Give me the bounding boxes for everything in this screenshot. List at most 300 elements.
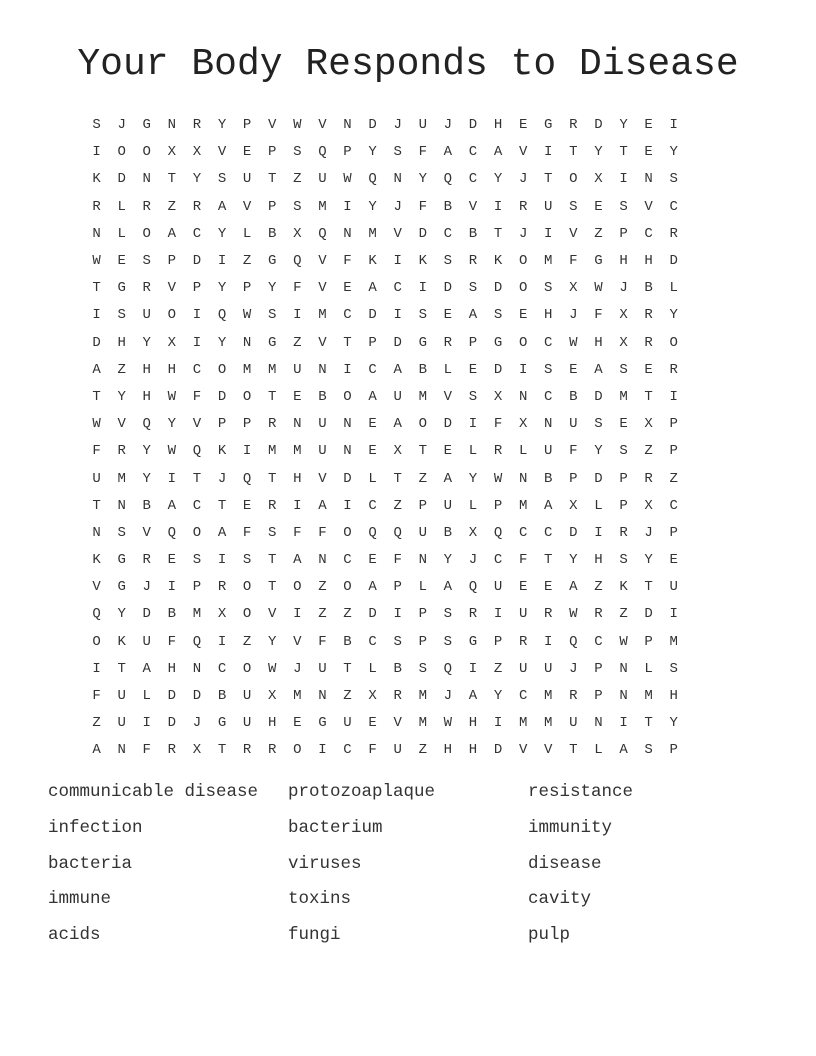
grid-letter: A [443, 579, 453, 596]
grid-letter: D [418, 225, 427, 242]
grid-letter: Y [418, 171, 427, 188]
grid-row [84, 330, 732, 357]
grid-letter: E [518, 579, 528, 596]
grid-letter: X [293, 225, 302, 242]
grid-letter: F [393, 552, 402, 569]
grid-letter: H [443, 742, 453, 759]
grid-letter: R [468, 253, 478, 270]
grid-letter: Z [318, 606, 327, 623]
grid-letter: B [443, 198, 453, 215]
grid-letter: X [619, 334, 628, 351]
grid-letter: V [242, 198, 252, 215]
grid-letter: B [343, 633, 352, 650]
grid-letter: C [368, 633, 377, 650]
grid-letter: Z [242, 633, 252, 650]
grid-letter: A [318, 497, 327, 514]
grid-letter: C [518, 688, 528, 705]
grid-letter: I [468, 416, 478, 433]
grid-letter: Z [669, 470, 678, 487]
letter-grid [84, 112, 732, 765]
grid-letter: C [493, 552, 503, 569]
grid-letter: W [594, 280, 603, 297]
grid-letter: N [343, 443, 352, 460]
grid-letter: C [192, 361, 202, 378]
grid-letter: V [518, 144, 528, 161]
grid-letter: J [518, 225, 528, 242]
grid-row [84, 248, 732, 275]
grid-letter: D [669, 253, 678, 270]
grid-letter: V [142, 524, 151, 541]
grid-letter: B [318, 388, 327, 405]
grid-letter: S [544, 361, 553, 378]
grid-letter: V [544, 742, 553, 759]
grid-letter: Z [418, 470, 427, 487]
grid-letter: U [493, 579, 503, 596]
grid-letter: R [493, 443, 503, 460]
grid-letter: X [518, 416, 528, 433]
grid-letter: K [92, 171, 101, 188]
grid-letter: Y [142, 334, 151, 351]
grid-letter: A [468, 307, 478, 324]
grid-letter: I [242, 443, 252, 460]
grid-letter: A [594, 361, 603, 378]
grid-letter: N [393, 171, 402, 188]
grid-letter: O [343, 388, 352, 405]
grid-letter: C [368, 497, 377, 514]
grid-letter: W [167, 388, 177, 405]
grid-letter: M [544, 688, 553, 705]
grid-letter: R [117, 443, 126, 460]
grid-letter: P [669, 416, 678, 433]
grid-letter: S [192, 552, 202, 569]
grid-letter: A [368, 579, 377, 596]
grid-letter: P [393, 579, 402, 596]
grid-letter: L [142, 688, 151, 705]
grid-letter: D [368, 606, 377, 623]
grid-letter: O [293, 742, 302, 759]
word-list-item: viruses [288, 853, 362, 874]
grid-letter: L [368, 660, 377, 677]
grid-letter: P [192, 280, 202, 297]
grid-letter: N [644, 171, 653, 188]
grid-letter: P [594, 660, 603, 677]
grid-letter: U [318, 171, 327, 188]
word-list-item: protozoaplaque [288, 782, 436, 802]
grid-letter: I [468, 660, 478, 677]
grid-letter: E [544, 579, 553, 596]
grid-letter: H [468, 715, 478, 732]
grid-letter: C [443, 225, 453, 242]
grid-letter: Z [594, 225, 603, 242]
grid-letter: I [293, 606, 302, 623]
grid-letter: T [619, 144, 628, 161]
grid-letter: X [619, 307, 628, 324]
grid-letter: V [644, 198, 653, 215]
grid-letter: U [669, 579, 678, 596]
grid-letter: H [293, 470, 302, 487]
grid-letter: U [544, 443, 553, 460]
grid-letter: F [569, 443, 578, 460]
grid-letter: F [594, 307, 603, 324]
grid-letter: V [468, 198, 478, 215]
grid-letter: O [92, 633, 101, 650]
grid-letter: E [644, 361, 653, 378]
grid-letter: I [92, 307, 101, 324]
grid-letter: P [192, 579, 202, 596]
grid-letter: P [268, 144, 277, 161]
grid-letter: D [92, 334, 101, 351]
grid-letter: E [368, 416, 377, 433]
grid-letter: Y [619, 117, 628, 134]
grid-letter: E [117, 253, 126, 270]
grid-letter: N [117, 497, 126, 514]
grid-letter: U [293, 361, 302, 378]
grid-letter: A [217, 198, 227, 215]
grid-letter: T [343, 660, 352, 677]
grid-letter: D [192, 688, 202, 705]
grid-letter: V [268, 117, 277, 134]
grid-letter: X [493, 388, 503, 405]
grid-letter: B [268, 225, 277, 242]
grid-letter: M [518, 715, 528, 732]
grid-row [84, 166, 732, 193]
grid-letter: R [669, 225, 678, 242]
grid-letter: O [242, 660, 252, 677]
grid-letter: H [594, 334, 603, 351]
grid-letter: L [518, 443, 528, 460]
grid-letter: C [669, 497, 678, 514]
grid-letter: S [293, 198, 302, 215]
grid-letter: X [268, 688, 277, 705]
grid-letter: E [242, 497, 252, 514]
grid-letter: C [468, 171, 478, 188]
grid-letter: K [619, 579, 628, 596]
grid-letter: D [443, 280, 453, 297]
grid-letter: I [343, 198, 352, 215]
grid-letter: P [242, 416, 252, 433]
grid-letter: L [418, 579, 427, 596]
grid-letter: Z [293, 334, 302, 351]
grid-letter: E [644, 117, 653, 134]
grid-letter: I [217, 633, 227, 650]
grid-letter: D [393, 334, 402, 351]
grid-letter: O [343, 524, 352, 541]
grid-letter: H [493, 117, 503, 134]
grid-letter: O [669, 334, 678, 351]
grid-letter: O [142, 225, 151, 242]
grid-letter: G [594, 253, 603, 270]
grid-letter: D [468, 117, 478, 134]
grid-letter: G [544, 117, 553, 134]
grid-letter: N [117, 742, 126, 759]
grid-letter: A [368, 280, 377, 297]
page-title: Your Body Responds to Disease [77, 43, 739, 86]
grid-letter: S [619, 443, 628, 460]
grid-letter: X [393, 443, 402, 460]
grid-letter: O [242, 579, 252, 596]
grid-letter: Y [368, 198, 377, 215]
grid-row [84, 710, 732, 737]
grid-letter: V [92, 579, 101, 596]
grid-letter: V [268, 606, 277, 623]
grid-letter: F [92, 688, 101, 705]
grid-letter: Y [368, 144, 377, 161]
grid-letter: F [167, 633, 177, 650]
grid-letter: D [142, 606, 151, 623]
grid-letter: I [418, 280, 427, 297]
grid-letter: E [669, 552, 678, 569]
grid-letter: Z [293, 171, 302, 188]
grid-letter: F [293, 280, 302, 297]
grid-letter: X [167, 334, 177, 351]
grid-letter: P [569, 470, 578, 487]
grid-letter: I [318, 742, 327, 759]
grid-letter: R [644, 470, 653, 487]
grid-letter: E [368, 443, 377, 460]
grid-row [84, 574, 732, 601]
grid-letter: C [544, 524, 553, 541]
grid-letter: R [393, 688, 402, 705]
grid-letter: N [518, 388, 528, 405]
grid-letter: R [268, 416, 277, 433]
grid-letter: S [142, 253, 151, 270]
grid-letter: D [569, 524, 578, 541]
grid-letter: Y [268, 633, 277, 650]
grid-letter: A [569, 579, 578, 596]
grid-letter: U [242, 171, 252, 188]
grid-letter: M [544, 253, 553, 270]
grid-letter: O [343, 579, 352, 596]
grid-row [84, 221, 732, 248]
grid-letter: R [443, 334, 453, 351]
grid-letter: P [217, 416, 227, 433]
word-list-item: disease [528, 853, 602, 874]
grid-letter: S [468, 280, 478, 297]
grid-letter: M [192, 606, 202, 623]
grid-letter: Z [644, 443, 653, 460]
grid-letter: M [293, 688, 302, 705]
grid-letter: N [518, 470, 528, 487]
grid-letter: U [142, 307, 151, 324]
grid-letter: Y [217, 117, 227, 134]
grid-letter: U [318, 416, 327, 433]
grid-letter: F [293, 524, 302, 541]
grid-letter: J [443, 688, 453, 705]
grid-letter: B [393, 660, 402, 677]
grid-letter: L [468, 443, 478, 460]
grid-letter: X [217, 606, 227, 623]
grid-letter: M [268, 443, 277, 460]
grid-letter: U [518, 660, 528, 677]
word-list-item: bacteria [48, 853, 133, 874]
grid-letter: C [368, 361, 377, 378]
grid-letter: G [217, 715, 227, 732]
grid-letter: F [343, 253, 352, 270]
grid-letter: P [167, 253, 177, 270]
grid-letter: S [544, 280, 553, 297]
grid-letter: U [242, 688, 252, 705]
grid-row [84, 465, 732, 492]
grid-letter: S [92, 117, 101, 134]
grid-letter: W [343, 171, 352, 188]
grid-letter: W [569, 334, 578, 351]
grid-letter: R [644, 334, 653, 351]
grid-letter: J [443, 117, 453, 134]
grid-letter: U [318, 660, 327, 677]
grid-letter: I [293, 497, 302, 514]
grid-letter: Q [443, 660, 453, 677]
grid-letter: S [418, 307, 427, 324]
grid-letter: B [167, 606, 177, 623]
grid-letter: E [443, 443, 453, 460]
grid-letter: H [167, 361, 177, 378]
grid-letter: P [242, 280, 252, 297]
grid-letter: C [343, 307, 352, 324]
grid-letter: D [493, 361, 503, 378]
grid-letter: L [117, 198, 126, 215]
grid-letter: M [293, 443, 302, 460]
grid-letter: T [544, 552, 553, 569]
grid-letter: S [268, 307, 277, 324]
grid-letter: L [644, 660, 653, 677]
grid-letter: D [644, 606, 653, 623]
grid-letter: Q [318, 144, 327, 161]
grid-letter: S [468, 388, 478, 405]
grid-letter: F [569, 253, 578, 270]
grid-letter: T [217, 742, 227, 759]
grid-letter: U [92, 470, 101, 487]
grid-letter: T [544, 171, 553, 188]
grid-letter: I [544, 144, 553, 161]
grid-letter: X [569, 497, 578, 514]
grid-letter: Q [318, 225, 327, 242]
grid-letter: J [569, 307, 578, 324]
grid-letter: W [242, 307, 252, 324]
grid-row [84, 737, 732, 764]
grid-letter: P [619, 470, 628, 487]
grid-letter: U [569, 416, 578, 433]
grid-letter: F [368, 742, 377, 759]
grid-letter: R [142, 552, 151, 569]
grid-letter: Z [343, 606, 352, 623]
grid-letter: I [167, 579, 177, 596]
grid-letter: G [117, 280, 126, 297]
grid-letter: T [92, 497, 101, 514]
grid-letter: A [142, 660, 151, 677]
grid-letter: H [594, 552, 603, 569]
grid-letter: W [569, 606, 578, 623]
grid-letter: P [669, 742, 678, 759]
grid-letter: W [443, 715, 453, 732]
grid-letter: O [569, 171, 578, 188]
grid-letter: C [544, 334, 553, 351]
grid-letter: R [242, 742, 252, 759]
grid-letter: L [669, 280, 678, 297]
grid-letter: X [468, 524, 478, 541]
grid-letter: O [217, 361, 227, 378]
grid-letter: N [92, 225, 101, 242]
grid-letter: W [92, 416, 101, 433]
grid-letter: W [167, 443, 177, 460]
word-list-item: communicable disease [48, 782, 259, 802]
grid-letter: N [92, 524, 101, 541]
grid-letter: M [644, 688, 653, 705]
grid-letter: Z [92, 715, 101, 732]
grid-letter: Q [142, 416, 151, 433]
grid-letter: R [217, 579, 227, 596]
grid-letter: P [619, 497, 628, 514]
grid-letter: H [117, 334, 126, 351]
grid-letter: I [192, 334, 202, 351]
grid-letter: R [518, 198, 528, 215]
grid-letter: V [192, 416, 202, 433]
grid-letter: Y [217, 280, 227, 297]
grid-letter: P [669, 524, 678, 541]
grid-letter: V [393, 715, 402, 732]
grid-letter: Y [493, 171, 503, 188]
grid-letter: S [443, 606, 453, 623]
grid-letter: Y [142, 443, 151, 460]
grid-letter: Y [142, 470, 151, 487]
grid-letter: A [393, 361, 402, 378]
grid-letter: A [544, 497, 553, 514]
grid-letter: T [268, 552, 277, 569]
grid-letter: R [619, 524, 628, 541]
grid-letter: I [493, 198, 503, 215]
grid-letter: P [418, 633, 427, 650]
grid-letter: X [644, 497, 653, 514]
grid-letter: F [92, 443, 101, 460]
word-list-item: immunity [528, 817, 613, 838]
grid-letter: D [217, 388, 227, 405]
grid-letter: T [92, 280, 101, 297]
grid-letter: S [268, 524, 277, 541]
grid-letter: V [117, 416, 126, 433]
grid-letter: P [418, 606, 427, 623]
grid-row [84, 275, 732, 302]
grid-letter: N [142, 171, 151, 188]
grid-letter: J [468, 552, 478, 569]
grid-letter: N [343, 117, 352, 134]
grid-letter: Q [569, 633, 578, 650]
grid-letter: U [343, 715, 352, 732]
grid-letter: F [192, 388, 202, 405]
grid-letter: T [644, 715, 653, 732]
grid-letter: T [268, 470, 277, 487]
grid-letter: R [544, 606, 553, 623]
grid-letter: Y [493, 688, 503, 705]
grid-letter: B [569, 388, 578, 405]
grid-letter: I [192, 307, 202, 324]
grid-letter: P [594, 688, 603, 705]
grid-letter: S [117, 307, 126, 324]
grid-letter: X [167, 144, 177, 161]
grid-letter: J [293, 660, 302, 677]
grid-letter: S [619, 198, 628, 215]
grid-letter: T [268, 579, 277, 596]
grid-letter: R [268, 742, 277, 759]
grid-letter: E [293, 715, 302, 732]
grid-letter: N [619, 688, 628, 705]
grid-letter: J [393, 198, 402, 215]
grid-letter: Y [268, 280, 277, 297]
grid-letter: J [393, 117, 402, 134]
grid-letter: G [268, 253, 277, 270]
grid-letter: N [544, 416, 553, 433]
grid-row [84, 384, 732, 411]
grid-letter: N [619, 660, 628, 677]
grid-row [84, 493, 732, 520]
